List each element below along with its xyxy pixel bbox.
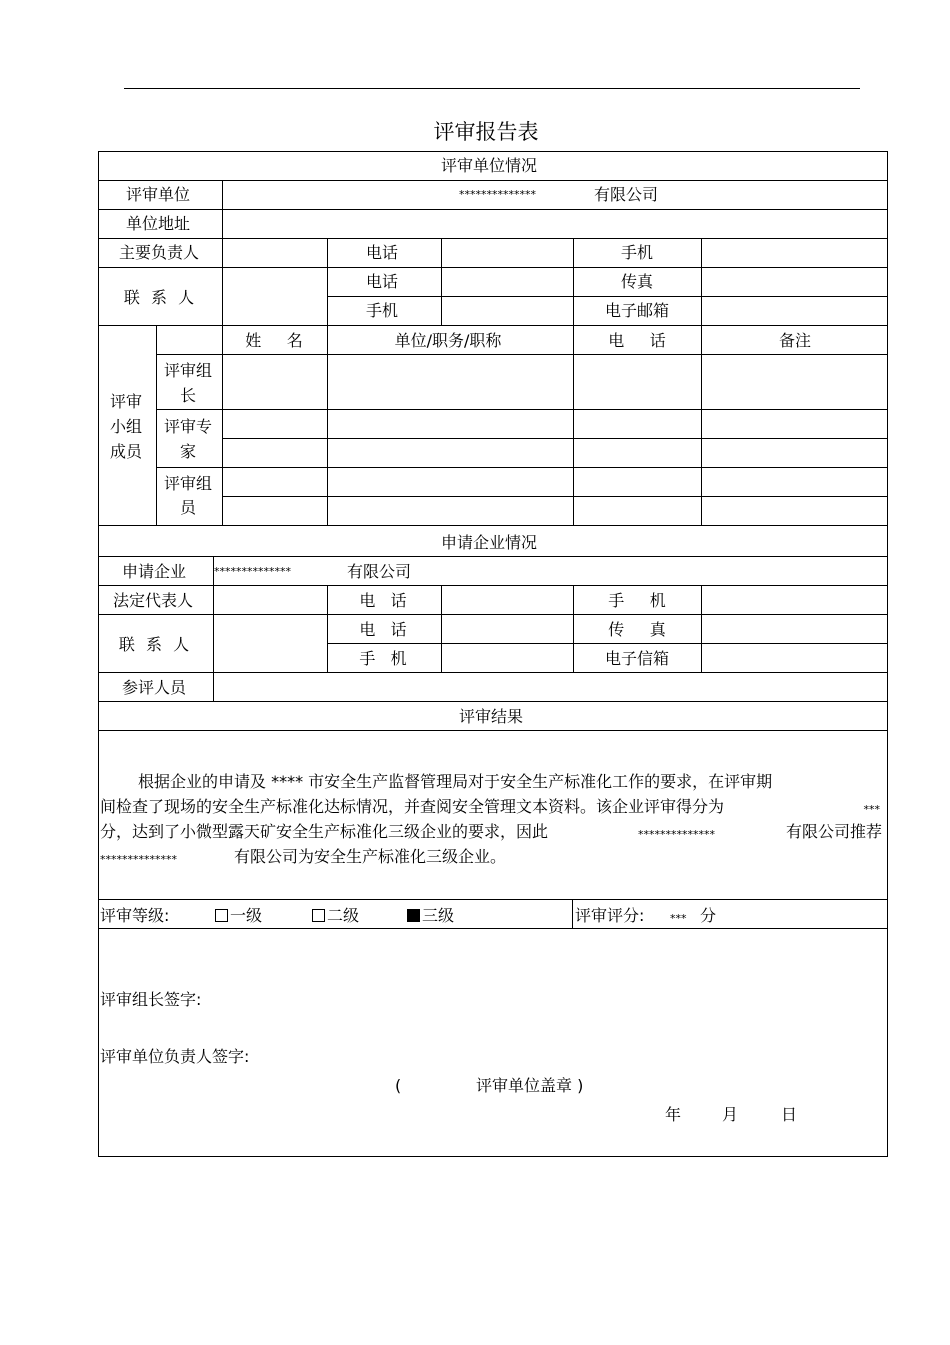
score-label: 评审评分: — [575, 906, 645, 925]
level-option-3[interactable]: 三级 — [407, 907, 454, 925]
header-rule — [124, 88, 860, 89]
legal-mobile-label: 手 机 — [608, 591, 666, 610]
col-name: 姓 名 — [245, 331, 303, 350]
member-label-2: 员 — [179, 498, 197, 517]
expert-label-2: 家 — [179, 442, 197, 461]
legal-phone-label: 电 话 — [359, 591, 407, 610]
col-note: 备注 — [778, 331, 812, 350]
level-option-2[interactable]: 二级 — [312, 907, 359, 925]
company-stars: ************** — [214, 565, 291, 578]
chief-phone-label: 电话 — [365, 243, 399, 262]
result-line-2: 间检查了现场的安全生产标准化达标情况，并查阅安全管理文本资料。该企业评审得分为 *** — [100, 794, 882, 819]
level-1-checkbox[interactable] — [215, 909, 228, 922]
date-day: 日 — [781, 1105, 798, 1124]
date-month: 月 — [722, 1105, 739, 1124]
contact-phone-label: 电话 — [365, 272, 399, 291]
legal-rep-label: 法定代表人 — [112, 591, 194, 610]
result-line-3: 分，达到了小微型露天矿安全生产标准化三级企业的要求，因此 ************** 有限公司推荐 — [100, 819, 882, 844]
level-label: 评审等级: — [100, 906, 170, 925]
company-suffix: 有限公司 — [347, 562, 412, 581]
company-stars-inline-2: ************** — [100, 853, 177, 866]
contact-mobile-label: 手机 — [365, 301, 399, 320]
level-option-1[interactable]: 一级 — [215, 907, 262, 925]
team-label-1: 评审 — [109, 392, 143, 411]
contact-email-label: 电子邮箱 — [604, 301, 670, 320]
unit-signature-label: 评审单位负责人签字: — [100, 1047, 250, 1066]
date-year: 年 — [665, 1105, 682, 1124]
applicant-fax-label: 传 真 — [608, 620, 666, 639]
score-stars-inline: *** — [863, 803, 880, 816]
applicant-contact-label: 联 系 人 — [118, 635, 190, 654]
expert-label-1: 评审专 — [163, 417, 213, 436]
review-unit-stars: ************** — [459, 188, 536, 201]
section-header-review-unit: 评审单位情况 — [440, 156, 538, 175]
level-3-checkbox[interactable] — [407, 909, 420, 922]
score-value: *** — [670, 912, 687, 925]
result-paragraph — [100, 769, 882, 869]
applicant-mobile-label: 手 机 — [359, 649, 407, 668]
col-phone: 电 话 — [608, 331, 666, 350]
unit-address-label: 单位地址 — [125, 214, 191, 233]
result-line-1: 根据企业的申请及 **** 市安全生产监督管理局对于安全生产标准化工作的要求，在评审期 — [138, 772, 773, 791]
team-label-2: 小组 — [109, 417, 143, 436]
level-2-checkbox[interactable] — [312, 909, 325, 922]
leader-signature-label: 评审组长签字: — [100, 990, 202, 1009]
company-label: 申请企业 — [121, 562, 187, 581]
leader-label-1: 评审组 — [163, 361, 213, 380]
member-label-1: 评审组 — [163, 474, 213, 493]
team-label-3: 成员 — [109, 442, 143, 461]
applicant-email-label: 电子信箱 — [604, 649, 670, 668]
review-unit-label: 评审单位 — [125, 185, 191, 204]
seal-label: 评审单位盖章 ) — [476, 1076, 584, 1095]
chief-label: 主要负责人 — [118, 243, 200, 262]
section-header-applicant: 申请企业情况 — [440, 533, 538, 552]
result-line-4: ************** 有限公司为安全生产标准化三级企业。 — [100, 844, 882, 869]
page-title: 评审报告表 — [433, 120, 539, 144]
chief-mobile-label: 手机 — [620, 243, 654, 262]
applicant-phone-label: 电 话 — [359, 620, 407, 639]
col-unit: 单位/职务/职称 — [394, 331, 502, 350]
report-table — [98, 151, 888, 1157]
company-stars-inline: ************** — [638, 828, 715, 841]
review-unit-suffix: 有限公司 — [594, 185, 659, 204]
section-header-result: 评审结果 — [458, 707, 524, 726]
seal-paren-open: ( — [395, 1076, 402, 1095]
leader-label-2: 长 — [179, 386, 197, 405]
participants-label: 参评人员 — [121, 678, 187, 697]
unit-contact-label: 联 系 人 — [123, 288, 195, 307]
contact-fax-label: 传真 — [620, 272, 654, 291]
score-unit: 分 — [700, 906, 717, 925]
